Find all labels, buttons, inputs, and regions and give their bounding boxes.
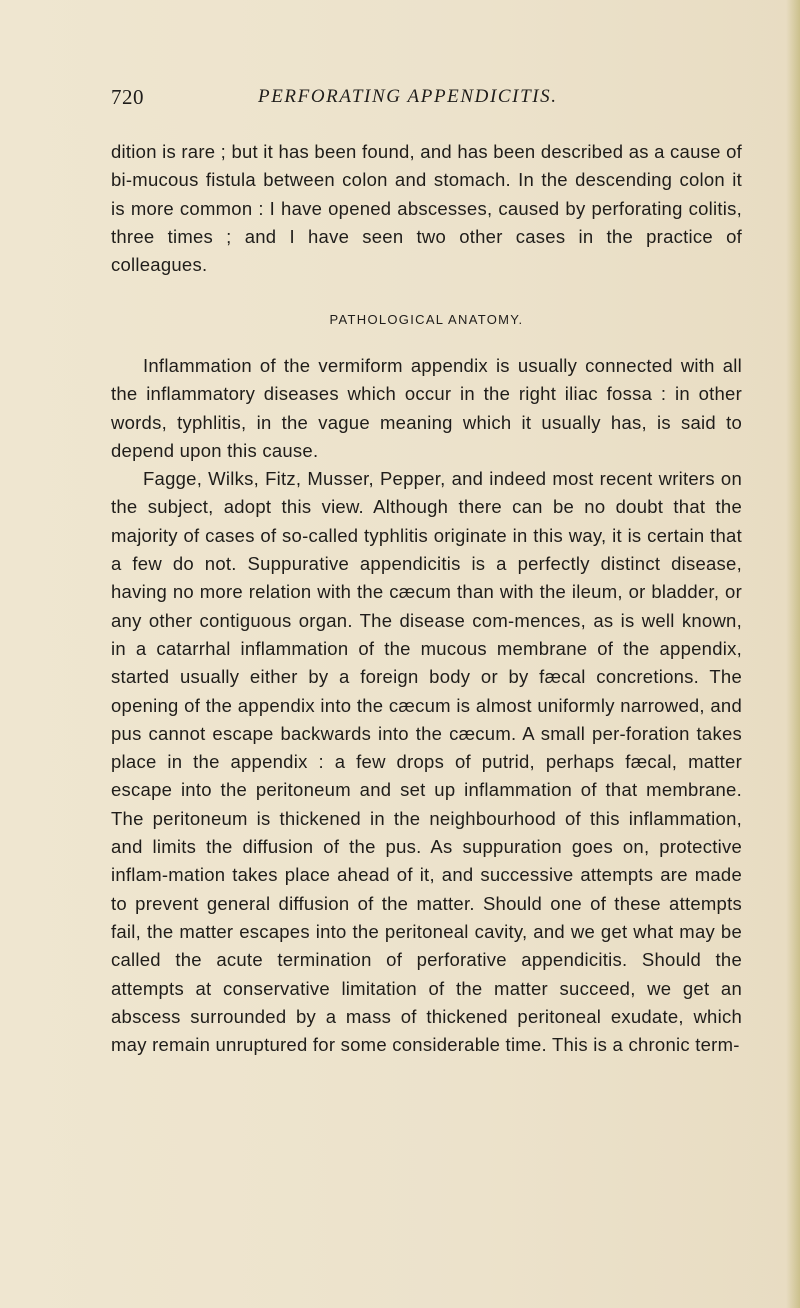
body-text (111, 352, 742, 1059)
page-header (111, 82, 751, 112)
running-title: PERFORATING APPENDICITIS. (258, 86, 558, 107)
continuation-text (111, 138, 742, 279)
section-heading: PATHOLOGICAL ANATOMY. (329, 312, 524, 327)
continuation-paragraph: dition is rare ; but it has been found, and has been described as a cause of bi-mucous fistula between colon and stomach. In the descending colon it is more common : I have opened abscesses, caused by perforating colitis, three times ; and I have seen two other cases in the practice of colleagues. (111, 141, 742, 276)
page-number: 720 (111, 85, 144, 109)
paragraph: Inflammation of the vermiform appendix is usually connected with all the inflammatory diseases which occur in the right iliac fossa : in other words, typhlitis, in the vague meaning which it usually has, is said to depend upon this cause. (111, 355, 742, 461)
paragraph: Fagge, Wilks, Fitz, Musser, Pepper, and indeed most recent writers on the subject, adopt this view. Although there can be no doubt that the majority of cases of so-called typhlitis originate in this way, it is certain that a few do not. Suppurative appendicitis is a perfectly distinct disease, having no more relation with the cæcum than with the ileum, or bladder, or any other contiguous organ. The disease com-mences, as is well known, in a catarrhal inflammation of the mucous membrane of the appendix, started usually either by a foreign body or by fæcal concretions. The opening of the appendix into the cæcum is almost uniformly narrowed, and pus cannot escape backwards into the cæcum. A small per-foration takes place in the appendix : a few drops of putrid, perhaps fæcal, matter escape into the peritoneum and set up inflammation of that membrane. The peritoneum is thickened in the neighbourhood of this inflammation, and limits the diffusion of the pus. As suppuration goes on, protective inflam-mation takes place ahead of it, and successive attempts are made to prevent general diffusion of the matter. Should one of these attempts fail, the matter escapes into the peritoneal cavity, and we get what may be called the acute termination of perforative appendicitis. Should the attempts at conservative limitation of the matter succeed, we get an abscess surrounded by a mass of thickened peritoneal exudate, which may remain unruptured for some considerable time. This is a chronic term- (111, 468, 742, 1056)
page-edge-shadow (786, 0, 800, 1308)
